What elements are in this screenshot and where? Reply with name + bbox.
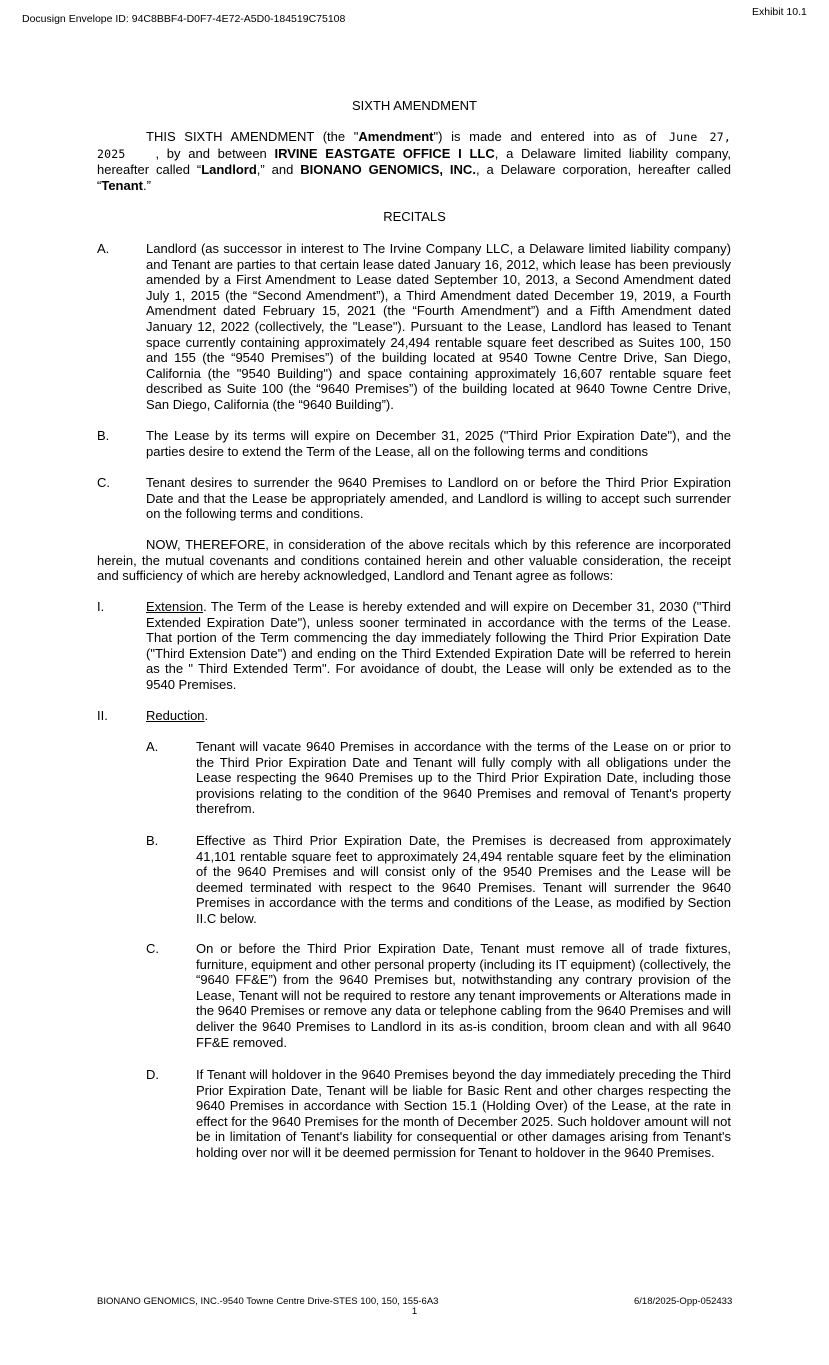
reduction-item-c [146,941,731,1050]
recital-label: A. [97,241,110,256]
recital-text: Landlord (as successor in interest to The Irvine Company LLC, a Delaware limited liability company) and Tenant are parties to that certain lease dated January 16, 2012, which lease has been previously amended by a First Amendment to Lease dated September 10, 2013, a Second Amendment dated July 1, 2015 (the “Second Amendment”), a Third Amendment dated December 19, 2019, a Fourth Amendment dated February 15, 2021 (the “Fourth Amendment”) and a Fifth Amendment dated January 12, 2022 (collectively, the "Lease"). Pursuant to the Lease, Landlord has leased to Tenant space currently containing approximately 24,494 rentable square feet described as Suites 100, 150 and 155 (the “9540 Premises”) of the building located at 9540 Towne Centre Drive, San Diego, California (the "9540 Building") and space containing approximately 16,607 rentable square feet described as Suite 100 (the “9640 Premises”) of the building located at 9640 Towne Centre Drive, San Diego, California (the “9640 Building”). [146,241,731,412]
reduction-item-a [146,739,731,817]
intro-text-3: , by and between [155,145,275,161]
item-text: Effective as Third Prior Expiration Date, the Premises is decreased from approximately 41,101 rentable square feet to approximately 24,494 rentable square feet by the elimination of the 9640 Premises and will consist only of the 9540 Premises and the Lease will be deemed terminated with respect to the 9640 Premises. Tenant will surrender the 9640 Premises in accordance with the terms and conditions of the Lease, as modified by Section II.C below. [196,833,731,926]
envelope-id: Docusign Envelope ID: 94C8BBF4-D0F7-4E72-A5D0-184519C75108 [22,13,346,25]
intro-text-7: .” [143,177,151,193]
intro-text-1: THIS SIXTH AMENDMENT (the " [146,129,359,144]
now-therefore-paragraph: NOW, THEREFORE, in consideration of the above recitals which by this reference are incorporated herein, the mutual covenants and conditions contained herein and other valuable consideration, the receipt and sufficiency of which are hereby acknowledged, Landlord and Tenant agree as follows: [97,537,731,584]
recital-text: Tenant desires to surrender the 9640 Premises to Landlord on or before the Third Prior Expiration Date and that the Lease be appropriately amended, and Landlord is willing to accept such surrender on the following terms and conditions. [146,475,731,522]
section-label: I. [97,599,105,614]
section-title: Extension [146,599,204,614]
item-text: On or before the Third Prior Expiration Date, Tenant must remove all of trade fixtures, furniture, equipment and other personal property (including its IT equipment) (collectively, the “9640 FF&E”) from the 9640 Premises but, notwithstanding any contrary provision of the Lease, Tenant will not be required to restore any tenant improvements or Alterations made in the 9640 Premises or remove any data or telephone cabling from the 9640 Premises and will deliver the 9640 Premises to Landlord in its as-is condition, broom clean and with all 9640 FF&E removed. [196,941,731,1050]
item-label: C. [146,941,159,956]
page-number: 1 [411,1306,418,1317]
intro-text-4: , a Delaware limited liability company, hereafter called “ [97,145,731,178]
section-text: . The Term of the Lease is hereby extended and will expire on December 31, 2030 ("Third Extended Expiration Date"), unless sooner terminated in accordance with the terms of the Lease. That portion of the Term commencing the day immediately following the Third Prior Expiration Date ("Third Extension Date") and ending on the Third Extended Expiration Date will be referred to herein as the " Third Extended Term". For avoidance of doubt, the Lease will only be extended as to the 9540 Premises. [146,599,731,692]
recital-b [97,428,731,459]
reduction-item-b [146,833,731,927]
item-label: B. [146,833,159,848]
intro-text-5: ,” and [256,162,301,178]
document-title: SIXTH AMENDMENT [352,98,477,113]
intro-text-6: , a Delaware corporation, hereafter called “ [97,162,731,193]
intro-text-2: ") is made and entered into as of [433,129,657,144]
section-reduction [97,708,731,724]
landlord-name: IRVINE EASTGATE OFFICE I LLC [274,145,495,161]
recital-text: The Lease by its terms will expire on December 31, 2025 ("Third Prior Expiration Date"), and the parties desire to extend the Term of the Lease, all on the following terms and conditions [146,428,731,459]
tenant-term: Tenant [101,177,143,193]
item-text: Tenant will vacate 9640 Premises in accordance with the terms of the Lease on or prior to the Third Prior Expiration Date and Tenant will fully comply with all obligations under the Lease respecting the 9640 Premises up to the Third Prior Expiration Date, including those provisions relating to the condition of the 9640 Premises and removal of Tenant's property therefrom. [196,739,731,817]
item-label: A. [146,739,159,754]
section-text: . [204,708,209,723]
recital-label: C. [97,475,110,490]
item-text: If Tenant will holdover in the 9640 Premises beyond the day immediately preceding the Third Prior Expiration Date, Tenant will be liable for Basic Rent and other charges respecting the 9640 Premises in accordance with Section 15.1 (Holding Over) of the Lease, at the rate in effect for the 9640 Premises for the month of December 2025. Such holdover amount will not be in limitation of Tenant's liability for consequential or other damages arising from Tenant's holding over nor will it be deemed permission for Tenant to holdover in the 9640 Premises. [196,1067,731,1160]
footer-date-code: 6/18/2025-Opp-052433 [634,1296,733,1307]
recitals-heading: RECITALS [383,209,446,224]
section-label: II. [97,708,108,723]
recital-c [97,475,731,522]
section-extension [97,599,731,693]
signing-date: June 27, 2025 [97,130,731,161]
amendment-term: Amendment [358,129,434,144]
reduction-item-d [146,1067,731,1161]
item-label: D. [146,1067,159,1082]
footer-reference: BIONANO GENOMICS, INC.-9540 Towne Centre Drive-STES 100, 150, 155-6A3 [97,1296,439,1307]
landlord-term: Landlord [201,162,257,178]
tenant-name: BIONANO GENOMICS, INC. [300,162,476,178]
recital-label: B. [97,428,110,443]
exhibit-label: Exhibit 10.1 [752,6,807,18]
recital-a [97,241,731,413]
section-title: Reduction [146,708,205,723]
intro-paragraph [97,129,731,193]
